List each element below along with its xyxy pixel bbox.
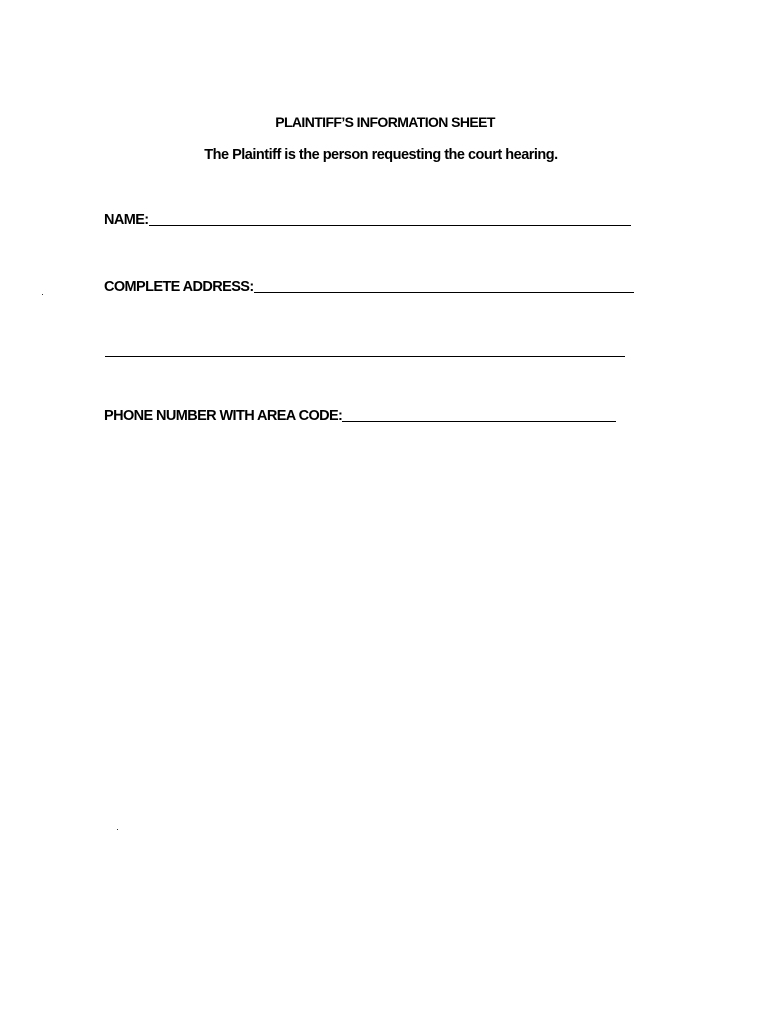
address-field-row bbox=[104, 278, 634, 296]
name-input-line[interactable] bbox=[149, 225, 631, 226]
address-input-line[interactable] bbox=[254, 292, 634, 293]
name-label: NAME: bbox=[104, 212, 149, 228]
name-field-row bbox=[104, 211, 631, 229]
document-title: PLAINTIFF’S INFORMATION SHEET bbox=[275, 114, 495, 130]
phone-label: PHONE NUMBER WITH AREA CODE: bbox=[104, 408, 343, 424]
address-second-line[interactable] bbox=[105, 356, 625, 357]
address-label: COMPLETE ADDRESS: bbox=[104, 279, 254, 295]
scan-speck bbox=[42, 294, 43, 295]
phone-input-line[interactable] bbox=[342, 421, 616, 422]
scan-speck bbox=[117, 829, 118, 830]
phone-field-row bbox=[104, 407, 616, 425]
document-subtitle: The Plaintiff is the person requesting the court hearing. bbox=[204, 147, 558, 163]
